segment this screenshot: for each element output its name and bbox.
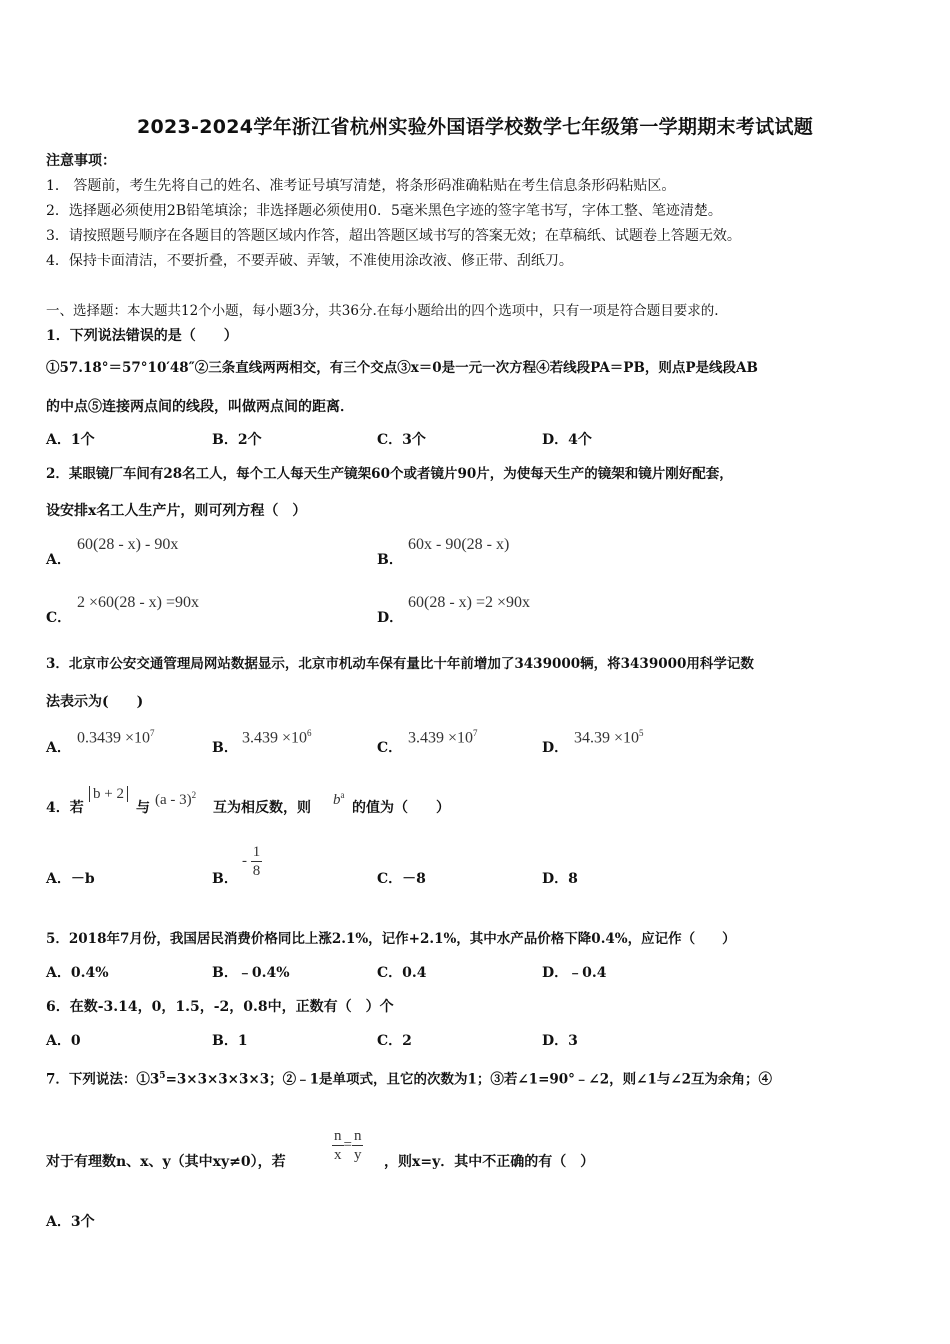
q3-option-b-expr xyxy=(242,728,312,747)
q7-line2-a: 对于有理数n、x、y（其中xy≠0），若 xyxy=(46,1154,286,1170)
q7-fraction-1 xyxy=(332,1127,344,1164)
q5-option-b: B．﹣0.4% xyxy=(212,965,290,981)
notice-item-3: 3．请按照题号顺序在各题目的答题区域内作答，超出答题区域书写的答案无效；在草稿纸、试题卷上答题无效。 xyxy=(46,228,741,244)
q7-frac2-num: n xyxy=(353,1128,362,1144)
q4-suffix2: 的值为（ ） xyxy=(352,800,450,816)
q4-mid: 与 xyxy=(136,800,150,816)
q3-option-b-exp: 6 xyxy=(307,728,312,738)
q3-option-c-expr xyxy=(408,728,478,747)
q6-option-a: A．0 xyxy=(46,1033,81,1049)
q1-stem: 1．下列说法错误的是（ ） xyxy=(46,328,238,344)
q2-line1: 2．某眼镜厂车间有28名工人，每个工人每天生产镜架60个或者镜片90片，为使每天生产的镜架和镜片刚好配套， xyxy=(46,466,733,482)
q7-equation xyxy=(332,1127,363,1164)
q2-line2: 设安排x名工人生产片，则可列方程（ ） xyxy=(46,503,307,519)
q2-option-d-label: D． xyxy=(377,610,404,626)
q7-line1-exp: 5 xyxy=(159,1071,166,1081)
q5-option-c: C．0.4 xyxy=(377,965,427,981)
q3-option-d-label: D． xyxy=(542,740,569,756)
q4-option-b-denominator: 8 xyxy=(252,863,261,879)
q5-stem: 5．2018年7月份，我国居民消费价格同比上涨2.1%，记作+2.1%，其中水产品价格下降0.4%，应记作（ ） xyxy=(46,931,736,947)
q6-option-b: B．1 xyxy=(212,1033,248,1049)
q2-option-b-label: B． xyxy=(377,552,403,568)
q4-square-expr xyxy=(155,790,196,809)
q7-line2-b: ，则x=y．其中不正确的有（ ） xyxy=(384,1154,595,1170)
notice-heading: 注意事项： xyxy=(46,153,116,169)
q4-power xyxy=(333,790,345,809)
section-heading: 一、选择题：本大题共12个小题，每小题3分，共36分.在每小题给出的四个选项中，只有一项是符合题目要求的. xyxy=(46,303,719,319)
notice-item-2: 2．选择题必须使用2B铅笔填涂；非选择题必须使用0．5毫米黑色字迹的签字笔书写，字体工整、笔迹清楚。 xyxy=(46,203,722,219)
q3-option-c-label: C． xyxy=(377,740,403,756)
q4-option-b-label: B． xyxy=(212,871,238,887)
q3-option-a-label: A． xyxy=(46,740,71,756)
q7-option-a: A．3个 xyxy=(46,1214,95,1230)
q3-option-a-exp: 7 xyxy=(150,728,155,738)
q3-option-a-expr xyxy=(77,728,155,747)
q4-option-b-expr xyxy=(242,843,262,880)
q7-line1-b: =3×3×3×3×3；②﹣1是单项式，且它的次数为1；③若∠1=90°﹣∠2，则∠1与∠2互为余角；④ xyxy=(165,1071,773,1088)
q3-option-c-exp: 7 xyxy=(473,728,478,738)
q4-option-b-sign: - xyxy=(242,853,247,869)
q3-option-a-base: 0.3439 ×10 xyxy=(77,729,151,747)
q4-power-exp: a xyxy=(340,790,345,800)
q5-option-a: A．0.4% xyxy=(46,965,109,981)
q3-option-d-expr xyxy=(574,728,644,747)
q2-option-d-expr: 60(28 - x) =2 ×90x xyxy=(408,594,531,611)
q3-option-b-label: B． xyxy=(212,740,238,756)
q3-line2: 法表示为( ) xyxy=(46,694,144,710)
q3-option-c-base: 3.439 ×10 xyxy=(408,729,474,747)
q2-option-c-label: C． xyxy=(46,610,72,626)
q1-line1: ①57.18°＝57°10′48″②三条直线两两相交，有三个交点③x＝0是一元一次方程④若线段PA＝PB，则点P是线段AB xyxy=(46,360,758,376)
q3-option-d-base: 34.39 ×10 xyxy=(574,729,640,747)
q4-option-b-fraction xyxy=(251,843,263,880)
q7-fraction-2 xyxy=(352,1127,364,1164)
q3-option-d-exp: 5 xyxy=(639,728,644,738)
q7-equals: = xyxy=(343,1137,352,1153)
q4-option-a: A．－b xyxy=(46,871,95,887)
q2-option-a-expr: 60(28 - x) - 90x xyxy=(77,536,179,553)
notice-item-4: 4．保持卡面清洁，不要折叠，不要弄破、弄皱，不准使用涂改液、修正带、刮纸刀。 xyxy=(46,253,573,269)
q2-option-b-expr: 60x - 90(28 - x) xyxy=(408,536,510,553)
q1-option-c: C．3个 xyxy=(377,432,426,448)
q1-option-b: B．2个 xyxy=(212,432,262,448)
q7-frac2-den: y xyxy=(353,1147,362,1163)
q4-square-exp: 2 xyxy=(191,790,197,800)
q4-abs-expr xyxy=(89,786,128,803)
q1-option-a: A．1个 xyxy=(46,432,95,448)
q3-line1: 3．北京市公安交通管理局网站数据显示，北京市机动车保有量比十年前增加了3439000辆，将3439000用科学记数 xyxy=(46,656,754,672)
notice-item-1: 1． 答题前，考生先将自己的姓名、准考证号填写清楚，将条形码准确粘贴在考生信息条形码粘贴区。 xyxy=(46,178,676,194)
q7-line1-a: 7．下列说法：①3 xyxy=(46,1071,160,1088)
q5-option-d: D．﹣0.4 xyxy=(542,965,607,981)
q4-option-d: D．8 xyxy=(542,871,578,887)
q2-option-a-label: A． xyxy=(46,552,71,568)
q4-option-c: C．－8 xyxy=(377,871,426,887)
q4-square-base: (a - 3) xyxy=(155,792,192,808)
q1-line2: 的中点⑤连接两点间的线段，叫做两点间的距离． xyxy=(46,399,354,415)
q6-stem: 6．在数-3.14，0，1.5，-2，0.8中，正数有（ ）个 xyxy=(46,999,394,1015)
q2-option-c-expr: 2 ×60(28 - x) =90x xyxy=(77,594,200,611)
q7-frac1-num: n xyxy=(334,1128,342,1144)
q4-option-b-numerator: 1 xyxy=(252,844,261,860)
q4-prefix: 4．若 xyxy=(46,800,84,816)
q6-option-c: C．2 xyxy=(377,1033,412,1049)
page-title: 2023-2024学年浙江省杭州实验外国语学校数学七年级第一学期期末考试试题 xyxy=(136,116,814,138)
q7-line1 xyxy=(46,1066,772,1090)
q3-option-b-base: 3.439 ×10 xyxy=(242,729,308,747)
q4-power-base: b xyxy=(333,792,341,808)
q7-frac1-den: x xyxy=(334,1147,342,1163)
q6-option-d: D．3 xyxy=(542,1033,578,1049)
q1-option-d: D．4个 xyxy=(542,432,592,448)
q4-suffix1: 互为相反数，则 xyxy=(213,800,311,816)
q4-abs-value: b + 2 xyxy=(89,786,128,802)
